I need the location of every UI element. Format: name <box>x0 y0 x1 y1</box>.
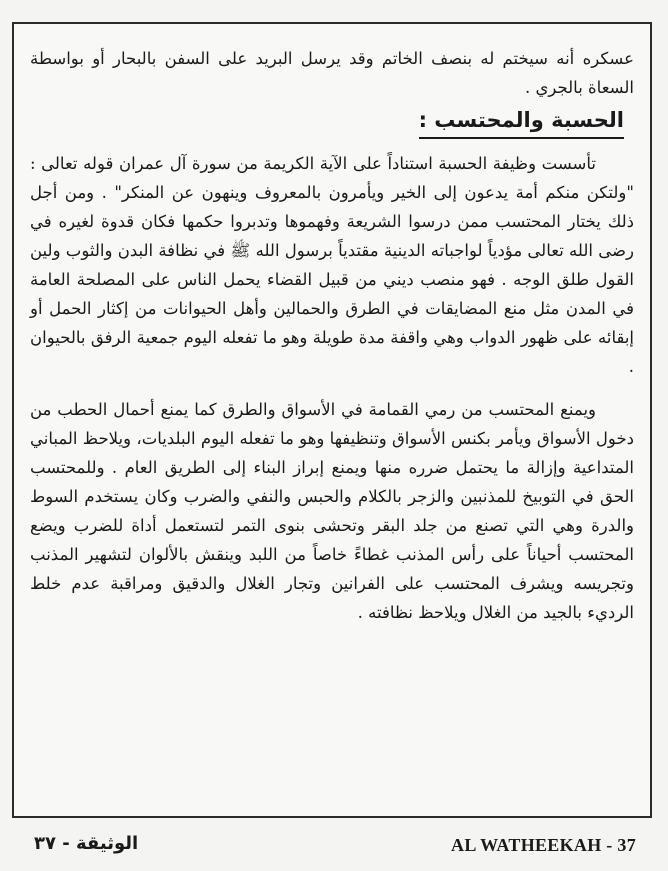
footer-english-label: AL WATHEEKAH - 37 <box>451 835 636 855</box>
intro-text: عسكره أنه سيختم له بنصف الخاتم وقد يرسل البريد على السفن بالبحار أو بواسطة السعاة بالجري . <box>30 49 634 97</box>
section-heading-row <box>30 104 634 139</box>
section-title: الحسبة والمحتسب : <box>419 104 624 139</box>
footer-arabic-label: الوثيقة - ٣٧ <box>34 833 139 854</box>
page-footer <box>12 826 652 862</box>
page-frame <box>12 22 652 818</box>
body-paragraph-2: ويمنع المحتسب من رمي القمامة في الأسواق والطرق كما يمنع أحمال الحطب من دخول الأسواق ويأمر بكنس الأسواق وتنظيفها وهو ما تفعله اليوم البلديات، ويلاحظ المباني المتداعية وإزالة ما يحتمل ضرره منها ويمنع إبراز البناء إلى الطريق العام . وللمحتسب الحق في التوبيخ للمذنبين والزجر بالكلام والحبس والنفي والضرب وكان يستخدم السوط والدرة وهي التي تصنع من جلد البقر وتحشى بنوى التمر لتستعمل أداة للضرب ويضع المحتسب أحياناً على رأس المذنب غطاءً خاصاً من اللبد وينقش بالألوان لتشهير المذنب وتجريسه ويشرف المحتسب على الفرانين وتجار الغلال والدقيق ومراقبة عدم خلط الرديء بالجيد من الغلال ويلاحظ نظافته . <box>30 400 634 622</box>
body-paragraph-1: تأسست وظيفة الحسبة استناداً على الآية الكريمة من سورة آل عمران قوله تعالى : "ولتكن منكم أمة يدعون إلى الخير ويأمرون بالمعروف وينهون عن المنكر" . ومن أجل ذلك يختار المحتسب ممن درسوا الشريعة وفهموها وتدبروا حكمها فكان قدوة لغيره في رضى الله تعالى مؤدياً لواجباته الدينية مقتدياً برسول الله ﷺ في نظافة البدن والثوب ولين القول طلق الوجه . فهو منصب ديني من قبيل القضاء يحمل الناس على المصلحة العامة في المدن مثل منع المضايقات في الطرق والحمالين وأهل الحيوانات من إكثار الحمل أو إبقائه على ظهور الدواب وهي واقفة مدة طويلة وهو ما تفعله اليوم جمعية الرفق بالحيوان . <box>30 154 634 376</box>
page-content <box>30 44 634 627</box>
